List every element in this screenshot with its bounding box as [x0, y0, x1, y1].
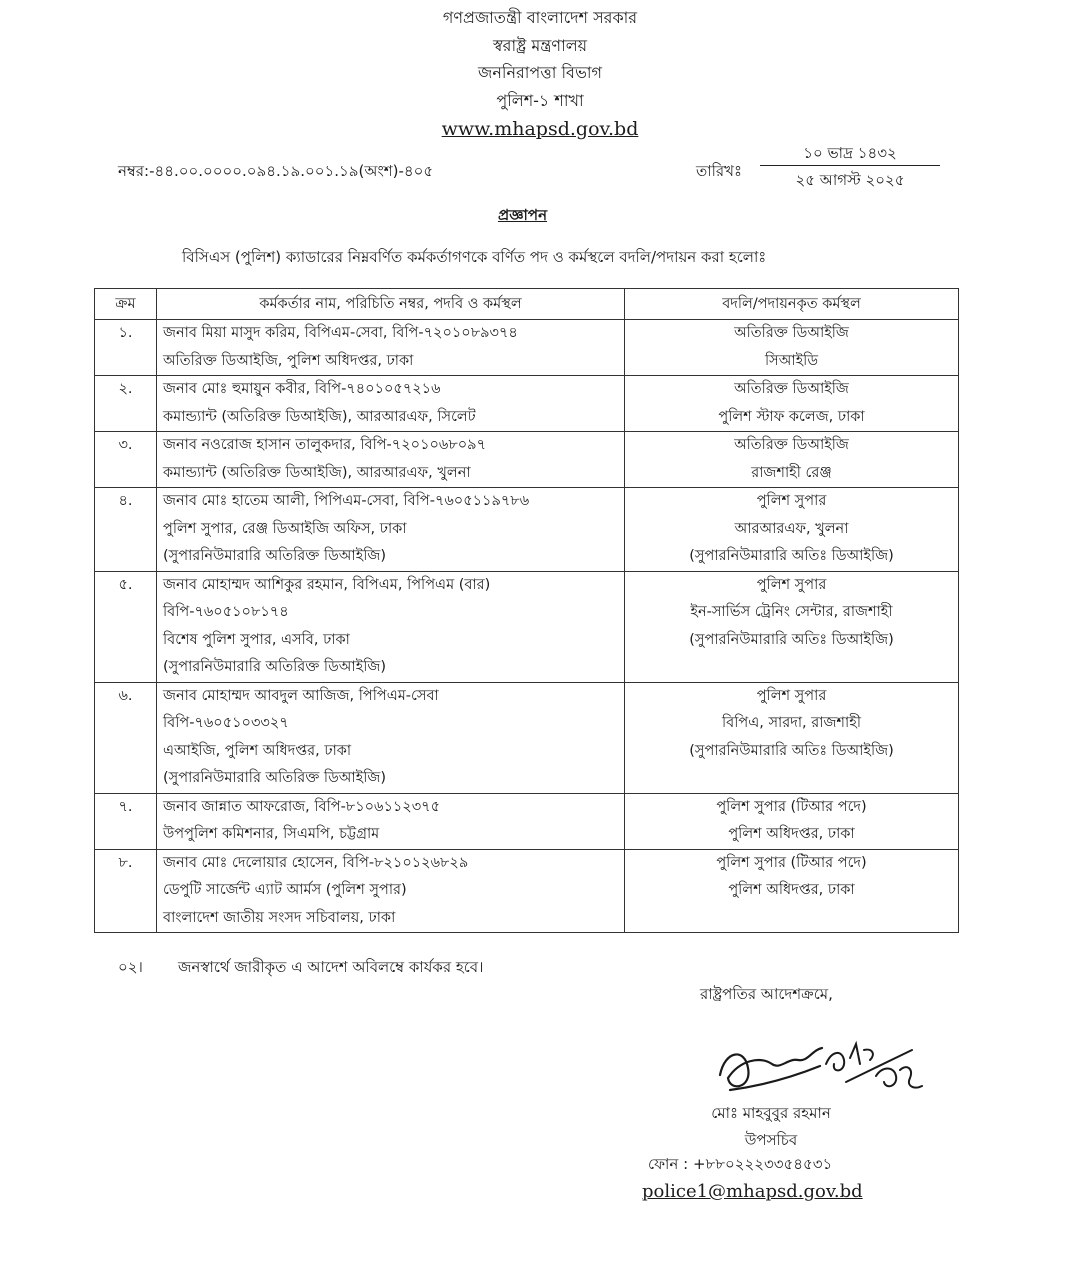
officer-line: (সুপারনিউমারারি অতিরিক্ত ডিআইজি) — [163, 770, 386, 786]
row-officer — [157, 682, 625, 793]
officer-line: বিপি-৭৬০৫১০৩৩২৭ — [163, 715, 289, 731]
row-posting — [625, 320, 959, 376]
email-link[interactable]: police1@mhapsd.gov.bd — [642, 1181, 863, 1202]
officer-line: (সুপারনিউমারারি অতিরিক্ত ডিআইজি) — [163, 659, 386, 675]
row-officer — [157, 376, 625, 432]
phone-number: ফোন : +৮৮০২২২৩৩৫৪৫৩১ — [648, 1155, 833, 1173]
officer-line: জনাব নওরোজ হাসান তালুকদার, বিপি-৭২০১০৬৮০৯৭ — [163, 437, 487, 453]
posting-line: সিআইডি — [764, 352, 818, 369]
officer-line: জনাব মোহাম্মদ আশিকুর রহমান, বিপিএম, পিপিএম (বার) — [163, 576, 491, 593]
posting-line: বিপিএ, সারদা, রাজশাহী — [722, 715, 861, 731]
posting-line: (সুপারনিউমারারি অতিঃ ডিআইজি) — [689, 548, 894, 564]
posting-line: রাজশাহী রেঞ্জ — [751, 464, 832, 481]
table-header-row — [95, 289, 959, 320]
officer-line: এআইজি, পুলিশ অধিদপ্তর, ঢাকা — [163, 742, 352, 759]
row-posting — [625, 571, 959, 682]
signatory-designation: উপসচিব — [744, 1131, 798, 1149]
posting-line: পুলিশ সুপার — [756, 493, 827, 509]
row-posting — [625, 849, 959, 933]
officer-line: অতিরিক্ত ডিআইজি, পুলিশ অধিদপ্তর, ঢাকা — [163, 352, 414, 369]
posting-line: পুলিশ সুপার — [756, 687, 827, 704]
table-row — [95, 682, 959, 793]
letterhead — [330, 4, 750, 144]
posting-line: (সুপারনিউমারারি অতিঃ ডিআইজি) — [689, 631, 894, 648]
ministry-name: স্বরাষ্ট্র মন্ত্রণালয় — [492, 35, 588, 55]
posting-line: পুলিশ অধিদপ্তর, ঢাকা — [728, 882, 855, 898]
officer-line: জনাব মোঃ দেলোয়ার হোসেন, বিপি-৮২১০১২৬৮২৯ — [163, 854, 469, 871]
table-row — [95, 488, 959, 572]
posting-line: (সুপারনিউমারারি অতিঃ ডিআইজি) — [689, 742, 894, 759]
posting-line: ইন-সার্ভিস ট্রেনিং সেন্টার, রাজশাহী — [690, 604, 893, 620]
table-row — [95, 793, 959, 849]
officer-line: কমান্ড্যান্ট (অতিরিক্ত ডিআইজি), আরআরএফ, সিলেট — [163, 408, 476, 425]
row-officer — [157, 793, 625, 849]
officer-line: উপপুলিশ কমিশনার, সিএমপি, চট্টগ্রাম — [163, 826, 380, 842]
officer-line: জনাব মোঃ হাতেম আলী, পিপিএম-সেবা, বিপি-৭৬০৫১১৯৭৮৬ — [163, 493, 530, 509]
table-row — [95, 432, 959, 488]
posting-line: অতিরিক্ত ডিআইজি — [734, 437, 849, 453]
officer-line: জনাব জান্নাত আফরোজ, বিপি-৮১০৬১১২৩৭৫ — [163, 798, 440, 815]
row-officer — [157, 488, 625, 572]
row-serial: ৭. — [95, 793, 157, 849]
row-serial: ৩. — [95, 432, 157, 488]
posting-line: পুলিশ সুপার (টিআর পদে) — [716, 854, 867, 871]
posting-line: আরআরএফ, খুলনা — [734, 520, 849, 537]
row-posting — [625, 488, 959, 572]
officer-line: ডেপুটি সার্জেন্ট এ্যাট আর্মস (পুলিশ সুপার) — [163, 882, 407, 898]
column-header-serial: ক্রম — [95, 289, 157, 320]
row-officer — [157, 849, 625, 933]
row-serial: ১. — [95, 320, 157, 376]
date-bangla: ১০ ভাদ্র ১৪৩২ — [760, 142, 940, 166]
officer-line: জনাব মোঃ হুমায়ুন কবীর, বিপি-৭৪০১০৫৭২১৬ — [163, 381, 441, 397]
row-serial: ৪. — [95, 488, 157, 572]
memo-number: নম্বর:-৪৪.০০.০০০০.০৯৪.১৯.০০১.১৯(অংশ)-৪০৫ — [118, 162, 434, 180]
table-row — [95, 376, 959, 432]
officer-line: বিপি-৭৬০৫১০৮১৭৪ — [163, 604, 289, 620]
posting-line: পুলিশ অধিদপ্তর, ঢাকা — [728, 826, 855, 842]
division-name: জননিরাপত্তা বিভাগ — [478, 63, 602, 82]
column-header-officer: কর্মকর্তার নাম, পরিচিতি নম্বর, পদবি ও কর্মস্থল — [157, 289, 625, 320]
table-row — [95, 320, 959, 376]
row-posting — [625, 376, 959, 432]
row-officer — [157, 320, 625, 376]
posting-line: পুলিশ স্টাফ কলেজ, ঢাকা — [718, 408, 865, 425]
website-link[interactable]: www.mhapsd.gov.bd — [441, 118, 639, 140]
government-name: গণপ্রজাতন্ত্রী বাংলাদেশ সরকার — [442, 8, 638, 27]
paragraph-number: ০২। — [118, 958, 143, 976]
posting-line: অতিরিক্ত ডিআইজি — [734, 325, 849, 341]
closing-paragraph — [118, 956, 483, 981]
date-gregorian: ২৫ আগস্ট ২০২৫ — [795, 171, 905, 189]
notice-title: প্রজ্ঞাপন — [498, 206, 548, 224]
row-officer — [157, 432, 625, 488]
row-serial: ৬. — [95, 682, 157, 793]
by-order-text: রাষ্ট্রপতির আদেশক্রমে, — [700, 985, 833, 1003]
branch-name: পুলিশ-১ শাখা — [496, 90, 584, 110]
date-label: তারিখঃ — [696, 162, 742, 180]
row-serial: ২. — [95, 376, 157, 432]
date-block — [760, 142, 940, 191]
row-posting — [625, 793, 959, 849]
table-row — [95, 849, 959, 933]
officer-line: বিশেষ পুলিশ সুপার, এসবি, ঢাকা — [163, 631, 350, 648]
row-posting — [625, 432, 959, 488]
row-serial: ৮. — [95, 849, 157, 933]
row-posting — [625, 682, 959, 793]
row-serial: ৫. — [95, 571, 157, 682]
officer-line: পুলিশ সুপার, রেঞ্জ ডিআইজি অফিস, ঢাকা — [163, 520, 407, 537]
column-header-posting: বদলি/পদায়নকৃত কর্মস্থল — [625, 289, 959, 320]
notice-intro: বিসিএস (পুলিশ) ক্যাডারের নিম্নবর্ণিত কর্মকর্তাগণকে বর্ণিত পদ ও কর্মস্থলে বদলি/পদায়ন করা হলোঃ — [182, 248, 767, 266]
transfer-table — [94, 288, 959, 933]
officer-line: (সুপারনিউমারারি অতিরিক্ত ডিআইজি) — [163, 548, 386, 564]
officer-line: কমান্ড্যান্ট (অতিরিক্ত ডিআইজি), আরআরএফ, খুলনা — [163, 464, 471, 481]
posting-line: অতিরিক্ত ডিআইজি — [734, 381, 849, 397]
officer-line: জনাব মোহাম্মদ আবদুল আজিজ, পিপিএম-সেবা — [163, 687, 439, 704]
table-row — [95, 571, 959, 682]
officer-line: বাংলাদেশ জাতীয় সংসদ সচিবালয়, ঢাকা — [163, 909, 396, 926]
signatory-name: মোঃ মাহবুবুর রহমান — [711, 1104, 831, 1122]
posting-line: পুলিশ সুপার — [756, 576, 827, 593]
officer-line: জনাব মিয়া মাসুদ করিম, বিপিএম-সেবা, বিপি-৭২০১০৮৯৩৭৪ — [163, 325, 518, 341]
signatory-block — [686, 1100, 856, 1154]
handwritten-signature — [700, 1020, 940, 1110]
posting-line: পুলিশ সুপার (টিআর পদে) — [716, 798, 867, 815]
paragraph-text: জনস্বার্থে জারীকৃত এ আদেশ অবিলম্বে কার্যকর হবে। — [178, 958, 484, 976]
row-officer — [157, 571, 625, 682]
